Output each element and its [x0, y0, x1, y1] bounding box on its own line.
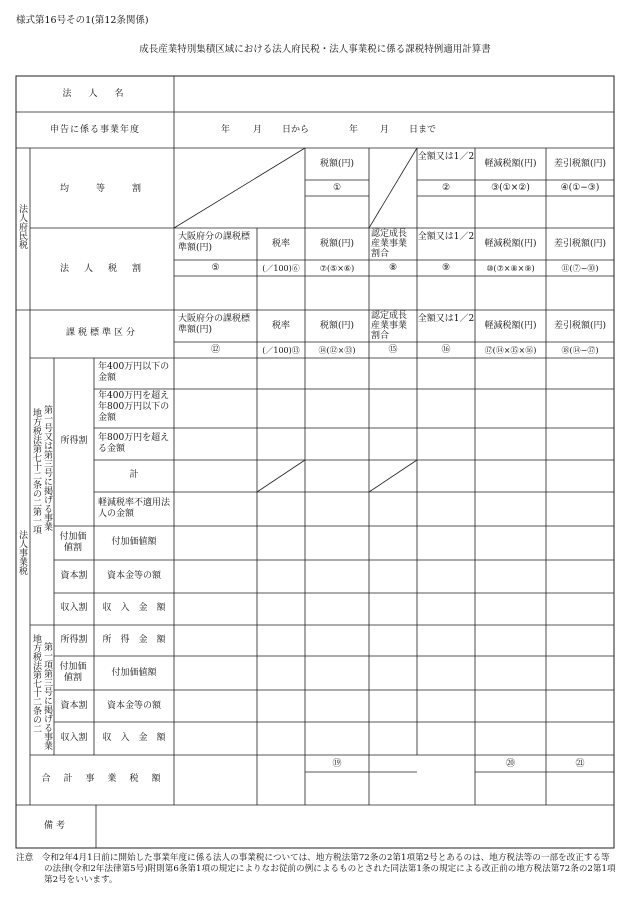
houjinzei-num-8: ⑧	[388, 263, 398, 273]
fuka-cat-1: 付加価値割	[59, 532, 87, 553]
year-to-m: 月	[380, 125, 390, 135]
biko-field[interactable]	[97, 806, 613, 847]
shunyu-item-2: 収 入 金 額	[102, 733, 166, 743]
jigyozei-col-base: 大阪府分の課税標準額(円)	[178, 314, 251, 335]
houjinzei-num-5: ⑤	[211, 263, 220, 273]
houjinzei-col-half: 全額又は1／2	[417, 232, 475, 242]
kintou-num-3: ③(①×②)	[491, 183, 530, 193]
form-reference: 様式第16号その1(第12条関係)	[16, 15, 149, 26]
houjinzei-col-base: 大阪府分の課税標準額(円)	[178, 232, 251, 253]
total-num-20: ⑳	[505, 759, 515, 769]
page-title: 成長産業特別集積区域における法人府民税・法人事業税に係る課税特例適用計算書	[139, 44, 491, 55]
group1-law-label: 地方税法第七十二条の二第一項	[31, 408, 41, 534]
row-nonreduced: 軽減税率不適用法人の金額	[98, 498, 171, 519]
jigyozei-num-15: ⑮	[388, 345, 398, 355]
shotoku-cat-2: 所得割	[60, 635, 88, 645]
group2-sub-label: 第一項第三号に掲げる事業	[42, 642, 52, 750]
fuka-cat-2: 付加価値割	[59, 662, 87, 683]
jigyozei-num-13: (／100)⑬	[262, 346, 300, 355]
jigyozei-col-half: 全額又は1／2	[417, 314, 475, 324]
jigyozei-num-17: ⑰(⑭×⑮×⑯)	[484, 346, 537, 355]
jigyozei-num-12: ⑫	[210, 345, 220, 355]
houjinzei-num-6: (／100)⑥	[262, 264, 300, 273]
jigyozei-num-18: ⑱(⑭−⑰)	[561, 346, 599, 355]
kintou-col-net: 差引税額(円)	[553, 159, 607, 169]
shunyu-cat-2: 収入割	[60, 733, 88, 743]
houjinzei-num-10: ⑩(⑦×⑧×⑨)	[486, 264, 535, 273]
kintou-num-1: ①	[332, 183, 342, 193]
houjinzei-num-11: ⑪(⑦−⑩)	[561, 264, 599, 273]
jigyozei-col-net: 差引税額(円)	[553, 321, 607, 331]
footnote-head: 注意	[16, 853, 34, 863]
total-num-19: ⑲	[332, 759, 342, 769]
fuka-item-2: 付加価値額	[111, 668, 157, 678]
fiscal-year-field[interactable]	[175, 113, 613, 147]
houjinzei-col-reduced: 軽減税額(円)	[484, 239, 537, 249]
shihon-item-1: 資本金等の額	[106, 571, 161, 581]
row-over-800: 年800万円を超える金額	[98, 433, 170, 454]
houjinzei-num-7: ⑦(⑤×⑥)	[319, 264, 355, 273]
shotoku-cat-1: 所得割	[60, 436, 88, 446]
houjinzei-col-tax: 税額(円)	[319, 239, 355, 249]
houjinzei-col-net: 差引税額(円)	[553, 239, 607, 249]
shunyu-item-1: 収 入 金 額	[102, 603, 166, 613]
row-under-400: 年400万円以下の金額	[98, 362, 170, 383]
corp-name-field[interactable]	[175, 77, 613, 111]
corp-name-label: 法 人 名	[62, 89, 128, 99]
kintou-num-4: ④(①−③)	[560, 183, 600, 193]
houjinzei-num-9: ⑨	[441, 263, 451, 273]
houjinzei-label: 法 人 税 割	[59, 264, 144, 274]
fuka-item-1: 付加価値額	[111, 537, 157, 547]
shihon-item-2: 資本金等の額	[106, 701, 161, 711]
fiscal-year-label: 申告に係る事業年度	[49, 125, 140, 135]
jigyozei-col-rate: 税率	[271, 321, 290, 331]
total-num-21: ㉑	[575, 759, 585, 769]
jigyozei-num-16: ⑯	[441, 345, 451, 355]
jigyozei-col-tax: 税額(円)	[319, 321, 355, 331]
group2-law-label: 地方税法第七十二条の二	[31, 634, 41, 733]
year-to-y: 年	[349, 125, 359, 135]
footnote	[16, 853, 616, 886]
row-subtotal: 計	[129, 470, 139, 480]
shunyu-cat-1: 収入割	[60, 603, 88, 613]
row-400-800: 年400万円を超え年800万円以下の金額	[98, 391, 170, 423]
kintou-col-reduced: 軽減税額(円)	[484, 159, 537, 169]
kintou-label: 均 等 割	[59, 184, 144, 194]
year-from-m: 月	[253, 125, 263, 135]
kintou-num-2: ②	[441, 183, 451, 193]
total-label: 合 計 事 業 税 額	[41, 774, 163, 784]
year-from-d: 日から	[282, 125, 310, 135]
houjinzei-col-rate: 税率	[271, 239, 290, 249]
jigyozei-col-reduced: 軽減税額(円)	[484, 321, 537, 331]
kubun-label: 課税標準区分	[65, 328, 138, 338]
year-from-y: 年	[221, 125, 231, 135]
shihon-cat-1: 資本割	[60, 571, 88, 581]
jigyozei-side-label: 法人事業税	[17, 530, 27, 575]
fuminzei-side-label: 法人府民税	[17, 204, 27, 249]
kintou-col-tax: 税額(円)	[319, 159, 355, 169]
shotoku-item-2: 所 得 金 額	[102, 635, 166, 645]
biko-label: 備考	[43, 821, 68, 831]
shihon-cat-2: 資本割	[60, 701, 88, 711]
jigyozei-num-14: ⑭(⑫×⑬)	[318, 346, 356, 355]
jigyozei-col-ratio: 認定成長産業事業割合	[371, 311, 408, 341]
year-to-d: 日まで	[409, 125, 437, 135]
kintou-col-half: 全額又は1／2	[417, 152, 475, 162]
houjinzei-col-ratio: 認定成長産業事業割合	[371, 229, 408, 259]
group1-sub-label: 第一号又は第三号に掲げる事業	[42, 405, 52, 531]
footnote-text: 令和2年4月1日前に開始した事業年度に係る法人の事業税については、地方税法第72条の2第1項第2号とあるのは、地方税法等の一部を改正する等の法律(令和2年法律第5号)附則第6条第1項の規定によりなお従前の例によるものとされた同法第1条の規定による改正前の地方税法第72条の2第1項第2号をいいます。	[41, 853, 616, 885]
